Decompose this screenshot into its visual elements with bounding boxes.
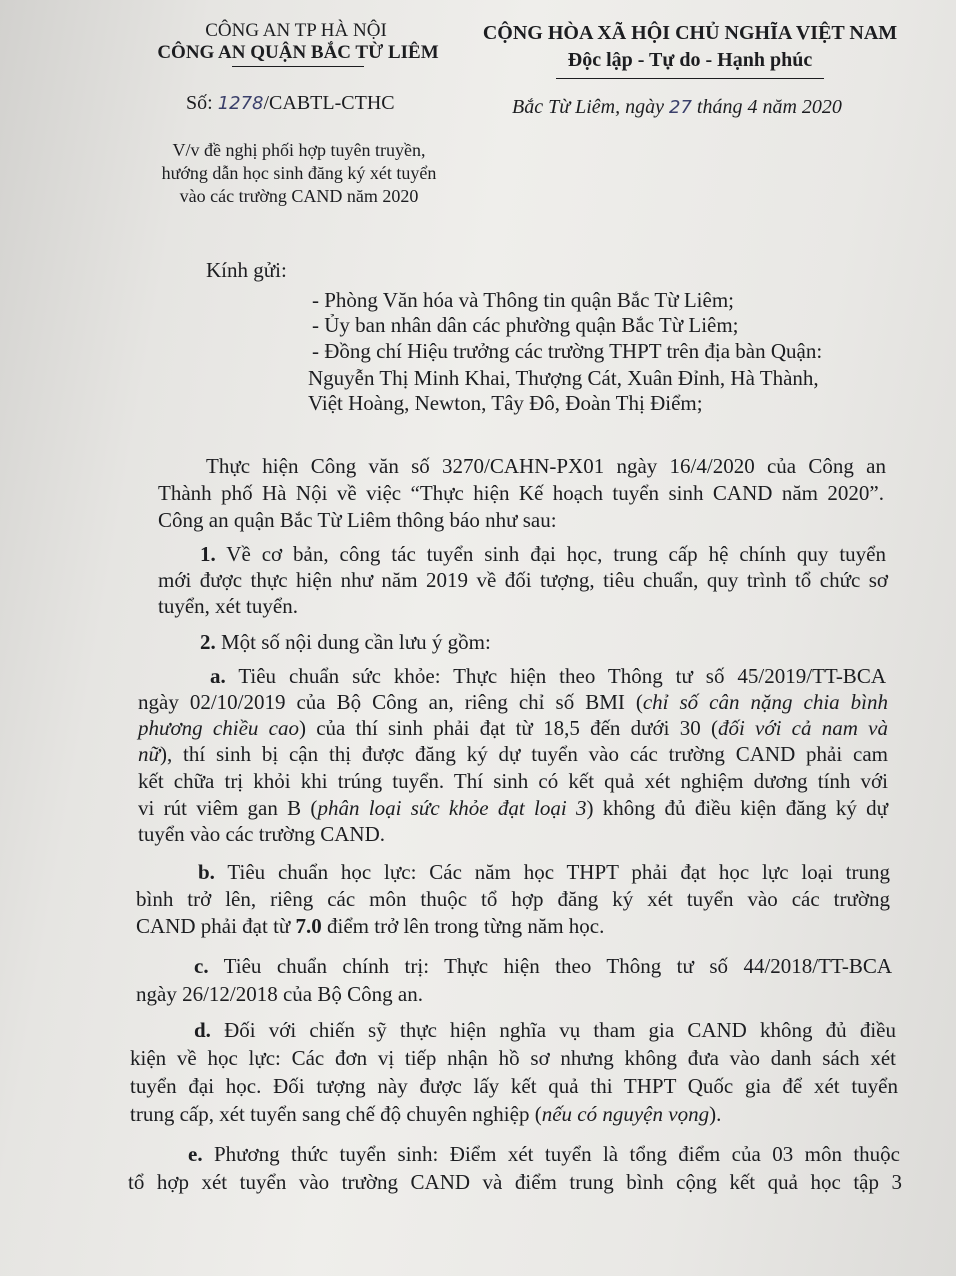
item-a-text: Tiêu chuẩn sức khỏe: Thực hiện theo Thông tư số 45/2019/TT-BCA bbox=[238, 664, 886, 688]
item-a-italic: phân loại sức khỏe đạt loại 3 bbox=[317, 796, 587, 820]
intro-line: Công an quận Bắc Từ Liêm thông báo như sau: bbox=[158, 508, 557, 532]
item-d-text: trung cấp, xét tuyển sang chế độ chuyên nghiệp ( bbox=[130, 1102, 542, 1126]
item-c-line bbox=[194, 954, 892, 979]
subject-line-1: V/v đề nghị phối hợp tuyên truyền, bbox=[172, 140, 426, 160]
item-a-line bbox=[138, 716, 888, 741]
intro-line: Thực hiện Công văn số 3270/CAHN-PX01 ngày 16/4/2020 của Công an bbox=[206, 454, 886, 478]
document-number-suffix: /CABTL-CTHC bbox=[263, 92, 395, 114]
item-a-italic: phương chiều cao bbox=[138, 716, 299, 740]
item-c-text: Tiêu chuẩn chính trị: Thực hiện theo Thông tư số 44/2018/TT-BCA bbox=[223, 954, 893, 978]
item-b-text: điểm trở lên trong từng năm học. bbox=[321, 914, 605, 938]
item-a-text: ) của thí sinh phải đạt từ 18,5 đến dưới 30 ( bbox=[298, 716, 718, 740]
section-1-line: mới được thực hiện như năm 2019 về đối tượng, tiêu chuẩn, quy trình tổ chức sơ bbox=[158, 568, 888, 592]
section-1-line: tuyển, xét tuyển. bbox=[158, 594, 298, 618]
item-b-text: CAND phải đạt từ bbox=[136, 914, 296, 938]
item-e-text: Phương thức tuyển sinh: Điểm xét tuyển là tổng điểm của 03 môn thuộc bbox=[213, 1142, 900, 1166]
item-b-label: b. bbox=[198, 860, 215, 884]
national-motto: Độc lập - Tự do - Hạnh phúc bbox=[567, 49, 813, 71]
agency-underline bbox=[232, 66, 364, 67]
item-a-line: tuyển vào các trường CAND. bbox=[138, 822, 386, 846]
item-a-line bbox=[138, 690, 888, 715]
item-d-text: ). bbox=[709, 1102, 722, 1126]
intro-line: Thành phố Hà Nội về việc “Thực hiện Kế hoạch tuyển sinh CAND năm 2020”. bbox=[158, 481, 884, 505]
item-a-text: vi rút viêm gan B ( bbox=[138, 796, 318, 820]
subject-line-2: hướng dẫn học sinh đăng ký xét tuyển bbox=[161, 163, 437, 183]
date-day-handwritten: 27 bbox=[669, 97, 692, 118]
item-d-line: kiện về học lực: Các đơn vị tiếp nhận hồ sơ nhưng không đưa vào danh sách xét bbox=[130, 1046, 896, 1070]
item-b-line: bình trở lên, riêng các môn thuộc tổ hợp đăng ký xét tuyển vào các trường bbox=[136, 887, 890, 911]
item-c-label: c. bbox=[194, 954, 209, 978]
item-d-line: tuyển đại học. Đối tượng này được lấy kết quả thi THPT Quốc gia để xét tuyển bbox=[130, 1074, 898, 1098]
item-c-line: ngày 26/12/2018 của Bộ Công an. bbox=[136, 982, 423, 1006]
recipient-item: Việt Hoàng, Newton, Tây Đô, Đoàn Thị Điểm; bbox=[308, 391, 703, 415]
item-e-line: tổ hợp xét tuyển vào trường CAND và điểm trung bình cộng kết quả học tập 3 bbox=[128, 1170, 902, 1194]
item-a-text: ), thí sinh bị cận thị được đăng ký dự tuyển vào các trường CAND phải cam bbox=[159, 742, 888, 766]
item-a-line: kết chữa trị khỏi khi trúng tuyển. Thí sinh có kết quả xét nghiệm dương tính với bbox=[138, 769, 888, 793]
date-suffix: tháng 4 năm 2020 bbox=[696, 96, 842, 118]
section-2-text: Một số nội dung cần lưu ý gồm: bbox=[221, 630, 491, 654]
item-a-italic: nữ bbox=[138, 742, 160, 766]
item-b-line bbox=[198, 860, 890, 885]
item-a-line bbox=[138, 742, 888, 767]
date-prefix: Bắc Từ Liêm, ngày bbox=[512, 96, 665, 118]
subject-line-3: vào các trường CAND năm 2020 bbox=[179, 186, 419, 206]
document-number bbox=[186, 92, 395, 115]
section-1-text: Về cơ bản, công tác tuyển sinh đại học, trung cấp hệ chính quy tuyển bbox=[226, 542, 886, 566]
issue-date bbox=[512, 96, 842, 119]
agency-parent: CÔNG AN TP HÀ NỘI bbox=[205, 20, 387, 41]
item-a-label: a. bbox=[210, 664, 226, 688]
item-d-line bbox=[194, 1018, 896, 1043]
section-2-heading bbox=[200, 630, 491, 655]
item-e-line bbox=[188, 1142, 900, 1167]
section-2-number: 2. bbox=[200, 630, 216, 654]
item-a-italic: đối với cả nam và bbox=[717, 716, 888, 740]
item-b-bold-score: 7.0 bbox=[295, 914, 322, 938]
recipient-item: - Phòng Văn hóa và Thông tin quận Bắc Từ Liêm; bbox=[312, 288, 734, 312]
recipient-item: - Ủy ban nhân dân các phường quận Bắc Từ Liêm; bbox=[312, 313, 739, 337]
item-a-italic: chỉ số cân nặng chia bình bbox=[642, 690, 888, 714]
item-a-line bbox=[210, 664, 886, 689]
motto-underline bbox=[556, 78, 824, 79]
recipient-item: Nguyễn Thị Minh Khai, Thượng Cát, Xuân Đỉnh, Hà Thành, bbox=[308, 366, 819, 390]
item-a-line bbox=[138, 796, 888, 821]
recipient-item: - Đồng chí Hiệu trưởng các trường THPT trên địa bàn Quận: bbox=[312, 339, 823, 363]
document-number-handwritten: 1278 bbox=[217, 93, 264, 114]
section-1-line bbox=[200, 542, 886, 567]
section-1-number: 1. bbox=[200, 542, 216, 566]
item-d-line bbox=[130, 1102, 721, 1127]
item-b-line bbox=[136, 914, 604, 939]
item-a-text: ) không đủ điều kiện đăng ký dự bbox=[586, 796, 888, 820]
item-d-text: Đối với chiến sỹ thực hiện nghĩa vụ tham gia CAND không đủ điều bbox=[224, 1018, 896, 1042]
country-name: CỘNG HÒA XÃ HỘI CHỦ NGHĨA VIỆT NAM bbox=[482, 22, 898, 44]
item-d-italic: nếu có nguyện vọng bbox=[541, 1102, 710, 1126]
item-e-label: e. bbox=[188, 1142, 203, 1166]
item-b-text: Tiêu chuẩn học lực: Các năm học THPT phải đạt học lực loại trung bbox=[227, 860, 890, 884]
item-d-label: d. bbox=[194, 1018, 211, 1042]
recipients-label: Kính gửi: bbox=[206, 258, 287, 282]
document-number-prefix: Số: bbox=[186, 92, 213, 114]
item-a-text: ngày 02/10/2019 của Bộ Công an, riêng chỉ số BMI ( bbox=[138, 690, 643, 714]
agency-name: CÔNG AN QUẬN BẮC TỪ LIÊM bbox=[157, 42, 439, 63]
